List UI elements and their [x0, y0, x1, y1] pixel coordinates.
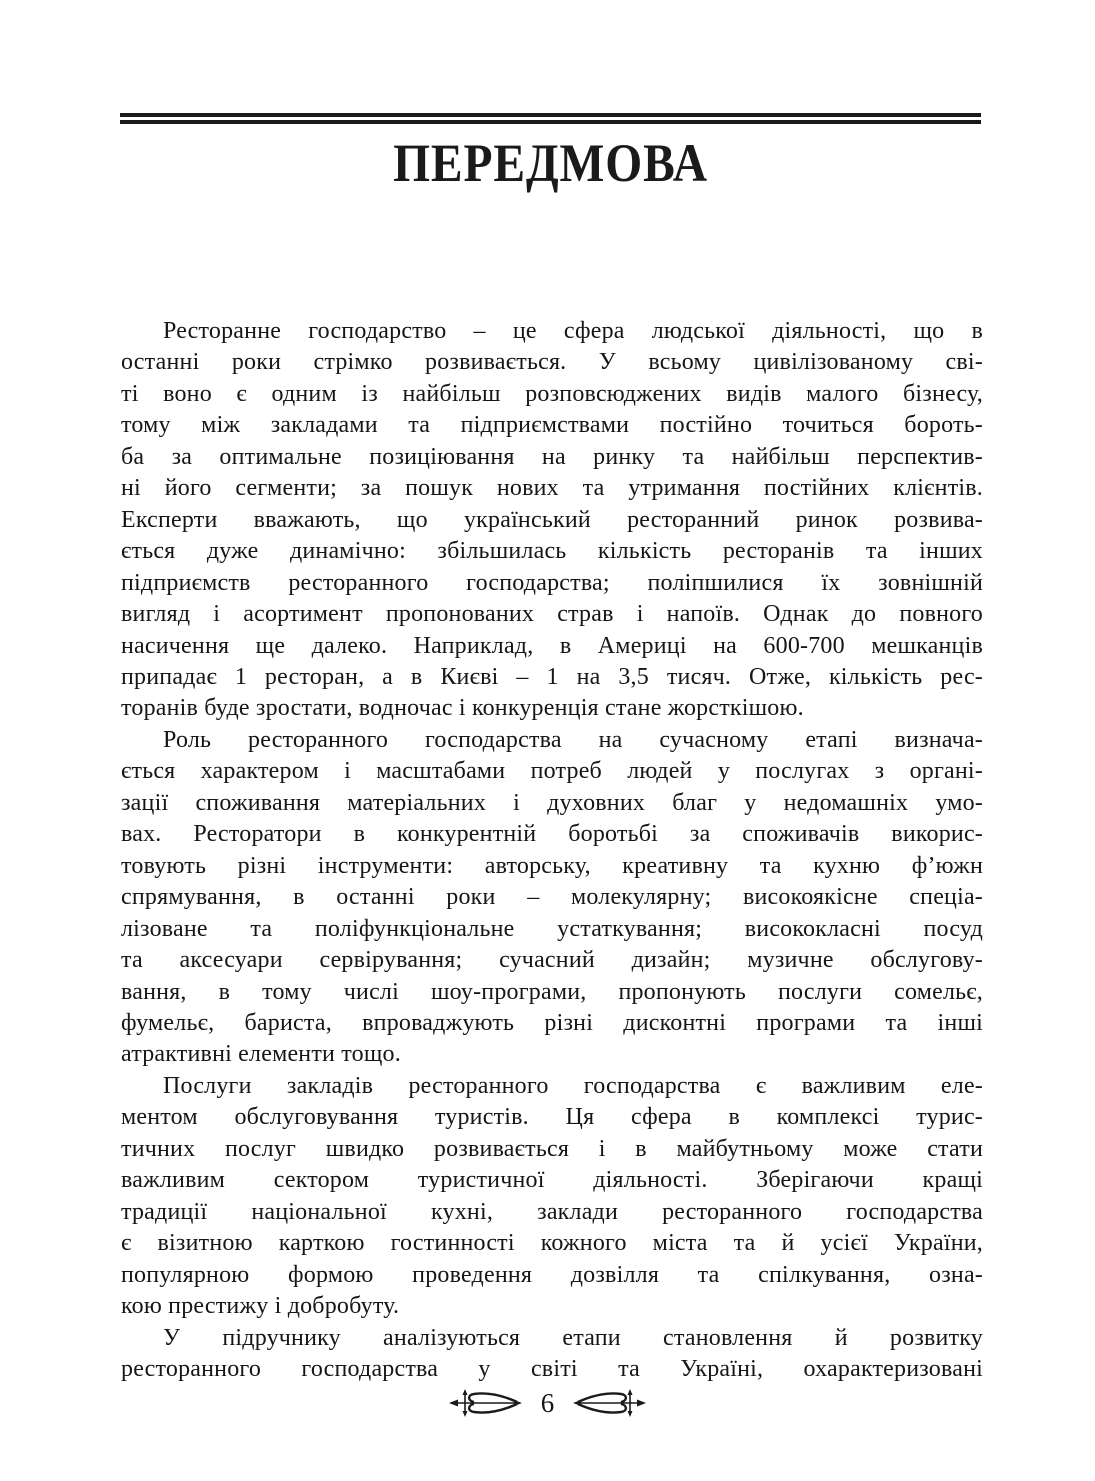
page-number: 6 [540, 1388, 555, 1418]
text-line: фумельє, бариста, впроваджують різні дисконтні програми та інші [121, 1009, 983, 1036]
body-text [121, 316, 983, 1385]
top-double-rule [120, 113, 981, 124]
text-line: Ресторанне господарство – це сфера людської діяльності, що в [163, 318, 983, 344]
text-line: вах. Ресторатори в конкурентній боротьбі за споживачів викорис- [121, 821, 983, 848]
text-line: ба за оптимальне позиціювання на ринку та найбільш перспектив- [121, 443, 983, 470]
text-line: останні роки стрімко розвивається. У всьому цивілізованому сві- [121, 349, 983, 376]
text-line: підприємств ресторанного господарства; поліпшилися їх зовнішній [121, 569, 983, 596]
text-line: важливим сектором туристичної діяльності. Зберігаючи кращі [121, 1167, 983, 1194]
text-line: вання, в тому числі шоу-програми, пропонують послуги сомельє, [121, 978, 983, 1005]
footer-fleuron-left-icon [447, 1388, 525, 1418]
text-line: припадає 1 ресторан, а в Києві – 1 на 3,5 тисяч. Отже, кількість рес- [121, 663, 983, 690]
text-line: Послуги закладів ресторанного господарства є важливим еле- [163, 1072, 983, 1099]
text-line: торанів буде зростати, водночас і конкуренція стане жорсткішою. [121, 695, 804, 722]
text-line: тичних послуг швидко розвивається і в майбутньому може стати [121, 1135, 983, 1162]
text-line: ментом обслуговування туристів. Ця сфера в комплексі турис- [121, 1104, 983, 1131]
text-line: вигляд і асортимент пропонованих страв і напоїв. Однак до повного [121, 601, 983, 628]
text-line: ні його сегменти; за пошук нових та утримання постійних клієнтів. [121, 475, 983, 502]
text-line: та аксесуари сервірування; сучасний дизайн; музичне обслугову- [121, 947, 983, 974]
text-line: традиції національної кухні, заклади ресторанного господарства [121, 1198, 983, 1225]
text-line: спрямування, в останні роки – молекулярну; високоякісне спеціа- [121, 884, 983, 911]
text-line: ється характером і масштабами потреб людей у послугах з органі- [121, 758, 983, 785]
text-line: товують різні інструменти: авторську, креативну та кухню ф’южн [121, 852, 983, 879]
text-line: популярною формою проведення дозвілля та спілкування, озна- [121, 1261, 983, 1288]
page-footer [0, 1388, 1095, 1418]
text-line: Експерти вважають, що український ресторанний ринок розвива- [121, 506, 983, 533]
text-line: тому між закладами та підприємствами постійно точиться бороть- [121, 412, 983, 439]
text-line: ється дуже динамічно: збільшилась кількість ресторанів та інших [121, 538, 983, 565]
text-line: зації споживання матеріальних і духовних благ у недомашніх умо- [121, 789, 983, 816]
text-line: У підручнику аналізуються етапи становлення й розвитку [163, 1324, 983, 1351]
text-line: є візитною карткою гостинності кожного міста та й усієї України, [121, 1230, 983, 1257]
text-line: Роль ресторанного господарства на сучасному етапі визнача- [163, 726, 983, 753]
footer-fleuron-right-icon [570, 1388, 648, 1418]
page-title: ПЕРЕДМОВА [393, 133, 708, 193]
text-line: атрактивні елементи тощо. [121, 1041, 401, 1068]
text-line: кою престижу і добробуту. [121, 1293, 400, 1320]
text-line: лізоване та поліфункціональне устаткування; висококласні посуд [121, 915, 983, 942]
text-line: ті воно є одним із найбільш розповсюджених видів малого бізнесу, [121, 380, 983, 407]
text-line: ресторанного господарства у світі та Україні, охарактеризовані [121, 1355, 983, 1382]
text-line: насичення ще далеко. Наприклад, в Америці на 600-700 мешканців [121, 632, 983, 659]
